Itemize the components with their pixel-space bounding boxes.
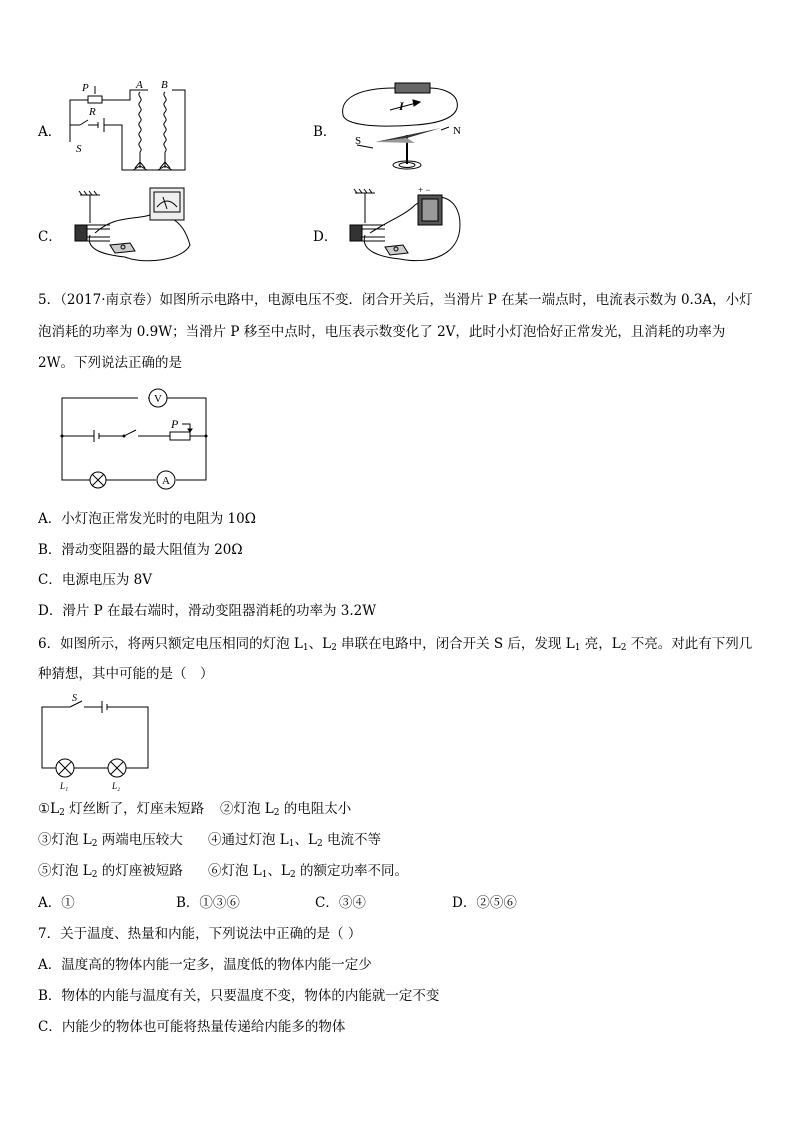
fig-a-p-label: P bbox=[82, 82, 89, 94]
fig-d-plus-minus: + − bbox=[418, 185, 431, 195]
fig-b-n-label: N bbox=[453, 125, 461, 137]
q5-option-b: B．滑动变阻器的最大阻值为 20Ω bbox=[38, 542, 243, 558]
option-b-label: B． bbox=[313, 124, 337, 140]
fig-b-i-label: I bbox=[399, 99, 404, 113]
q6-conjecture-2: ②灯泡 $L_2$ 的电阻太小 bbox=[220, 801, 352, 818]
q5-option-a: A．小灯泡正常发光时的电阻为 10Ω bbox=[38, 511, 256, 527]
q6-circuit-diagram bbox=[38, 695, 152, 793]
q7-stem: 7．关于温度、热量和内能，下列说法中正确的是（ ） bbox=[38, 926, 362, 942]
figure-c-galvanometer-setup bbox=[65, 185, 200, 275]
q5-option-d: D．滑片 P 在最右端时，滑动变阻器消耗的功率为 3.2W bbox=[38, 603, 377, 619]
q6-option-c: C．③④ bbox=[315, 895, 366, 911]
q5-fig-p: P bbox=[171, 417, 179, 431]
fig-a-a-label: A bbox=[136, 79, 143, 91]
q5-fig-a: A bbox=[162, 475, 170, 487]
q6-conjecture-6: ⑥灯泡 $L_1$、$L_2$ 的额定功率不同。 bbox=[208, 863, 408, 880]
figure-b-oersted-compass bbox=[335, 80, 475, 175]
q7-option-a: A．温度高的物体内能一定多，温度低的物体内能一定少 bbox=[38, 957, 372, 973]
option-d-label: D． bbox=[313, 229, 338, 245]
q6-option-a: A．① bbox=[38, 895, 75, 911]
q7-option-c: C．内能少的物体也可能将热量传递给内能多的物体 bbox=[38, 1019, 346, 1035]
q5-line3: 2W。下列说法正确的是 bbox=[38, 355, 182, 371]
option-c-label: C． bbox=[38, 229, 62, 245]
q6-fig-s: S bbox=[72, 693, 77, 704]
q6-conjecture-5: ⑤灯泡 $L_2$ 的灯座被短路 bbox=[38, 863, 183, 880]
q6-option-d: D．②⑤⑥ bbox=[452, 895, 517, 911]
q6-option-b: B．①③⑥ bbox=[176, 895, 240, 911]
q7-option-b: B．物体的内能与温度有关，只要温度不变，物体的内能就一定不变 bbox=[38, 988, 440, 1004]
q5-line2: 泡消耗的功率为 0.9W；当滑片 P 移至中点时，电压表示数变化了 2V，此时小灯泡恰好正常发光，且消耗的功率为 bbox=[38, 324, 726, 340]
fig-a-r-label: R bbox=[89, 106, 96, 118]
fig-b-s-label: S bbox=[355, 135, 362, 147]
q5-option-c: C．电源电压为 8V bbox=[38, 572, 152, 588]
q6-fig-l1: L₁ bbox=[60, 781, 69, 791]
q5-line1: 5．（2017·南京卷）如图所示电路中，电源电压不变．闭合开关后，当滑片 P 在某一端点时，电流表示数为 0.3A，小灯 bbox=[38, 292, 753, 308]
q6-conjecture-3: ③灯泡 $L_2$ 两端电压较大 bbox=[38, 832, 183, 849]
q5-fig-v: V bbox=[154, 393, 162, 405]
q6-line1: 6．如图所示，将两只额定电压相同的灯泡 $L_1$、$L_2$ 串联在电路中，闭合开关 S 后，发现 $L_1$ 亮，$L_2$ 不亮。对此有下列几 bbox=[38, 636, 753, 653]
q6-conjecture-1: $①L_2$ 灯丝断了，灯座未短路 bbox=[38, 801, 205, 818]
q6-fig-l2: L₂ bbox=[112, 781, 121, 791]
figure-a-electromagnet-circuit bbox=[60, 80, 190, 175]
q6-line2: 种猜想，其中可能的是（ ） bbox=[38, 666, 214, 682]
fig-a-b-label: B bbox=[161, 79, 168, 91]
q5-circuit-diagram bbox=[58, 388, 210, 488]
q6-conjecture-4: ④通过灯泡 $L_1$、$L_2$ 电流不等 bbox=[208, 832, 381, 849]
option-a-label: A． bbox=[38, 124, 62, 140]
fig-a-s-label: S bbox=[76, 143, 82, 155]
figure-d-battery-setup bbox=[340, 185, 470, 275]
